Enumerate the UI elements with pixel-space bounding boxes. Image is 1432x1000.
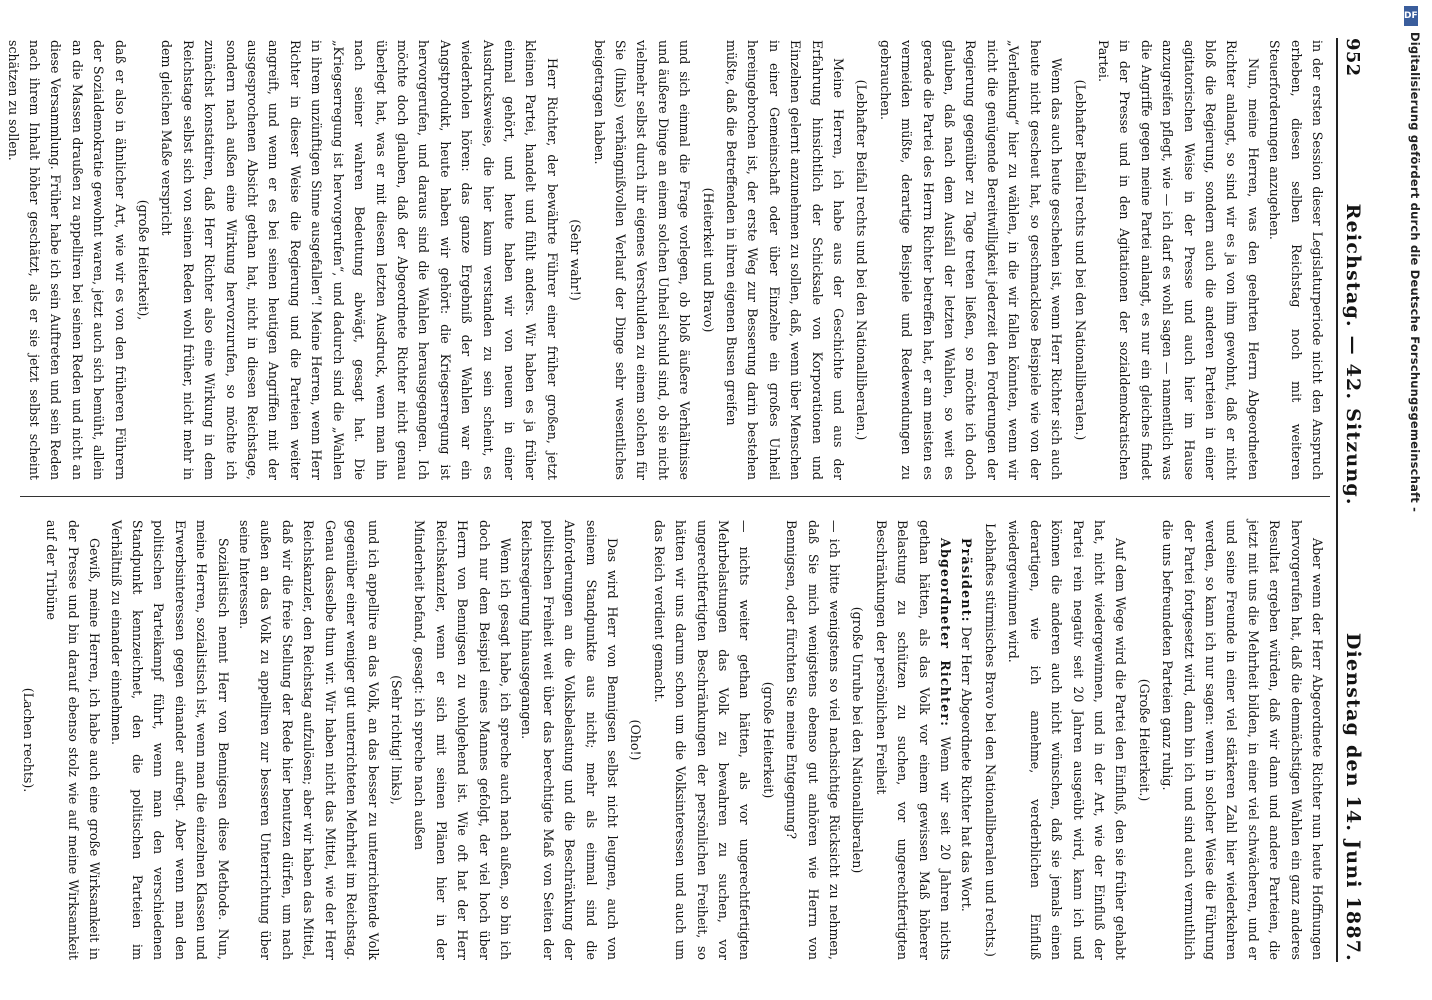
reaction-note: (große Heiterkeit) xyxy=(760,681,776,799)
reaction-note: (Heiterkeit und Bravo) xyxy=(700,187,716,333)
reaction-note: (Sehr richtig! links), xyxy=(388,675,404,805)
reaction-note: (Sehr wahr!) xyxy=(568,219,584,301)
page-header xyxy=(1342,38,1372,962)
reaction-note: (Lebhafter Beifall rechts und bei den Nationalliberalen.) xyxy=(854,79,870,441)
paragraph: und sich einmal die Frage vorlegen, ob bloß äußere Verhältnisse und äußere Dinge an einem solchen Unheil schuld sind, ob sie nicht vielmehr selbst durch ihr eigenes Verschulden zu einem solchen für Sie (links) verhängnißvollen Verlauf der Dinge sehr wesentliches beigetragen haben. xyxy=(591,40,693,480)
paragraph xyxy=(956,520,977,960)
speaker-label: Abgeordneter Richter: xyxy=(938,538,954,728)
paragraph: Sozialistisch nennt Herr von Bennigsen diese Methode. Nun, meine Herren, sozialistisch ist, wenn man die einzelnen Klassen und Erwerbsinteressen gegen einander aufregt. Aber wenn man den politischen Parteikampf führt, wenn man den verschiedenen Standpunkt kennzeichnet, den die politischen Parteien im Verhältniß zu einander einnehmen. xyxy=(108,520,231,960)
reaction-note: (große Heiterkeit), xyxy=(136,199,152,321)
reaction-note: Lebhaftes stürmisches Bravo bei den Nationalliberalen und rechts.) xyxy=(982,523,998,957)
reaction-note: (Große Heiterkeit.) xyxy=(1136,678,1152,802)
paragraph: Nun, meine Herren, was den geehrten Herrn Abgeordneten Richter anlangt, so sind wir es ja von ihm gewohnt, daß er nicht bloß die Regierung, sondern auch die anderen Parteien in einer agitatorischen Weise in der Presse und auch hier im Hause anzugreifen pflegt, wie — ich darf es wohl sagen — namentlich was die Angriffe gegen meine Partei anlangt, es nur ein gleiches findet in der Presse und in den Agitationen der sozialdemokratischen Partei. xyxy=(1095,40,1261,480)
paragraph: daß er also in ähnlicher Art, wie wir es von den früheren Führern der Sozialdemokratie gewohnt waren, jetzt auch sich bemüht, allein an die Massen draußen zu appelliren bei seinen Reden und nicht an diese Versammlung. Früher habe ich sein Auftreten und sein Reden nach ihrem Inhalt höher geschätzt, als er sie jetzt selbst scheint schätzen zu sollen. xyxy=(5,40,128,480)
reaction-note: (Oho!) xyxy=(628,719,644,761)
paragraph: Herr Richter, der bewährte Führer einer früher großen, jetzt kleinen Partei, handelt und fühlt anders. Wir haben es ja früher einmal gehört, und heute haben wir von neuem in einer Ausdrucksweise, die hier kaum verstanden zu sein scheint, es wiederholen hören: das ganze Ergebniß der Wahlen war ein Angstprodukt, heute haben wir gehört: die Kriegserregung ist hervorgerufen, und daraus sind die Wahlen herausgegangen. Ich möchte doch glauben, daß der Abgeordnete Richter nicht genau überlegt hat, was er mit diesem letzten Ausdruck, wenn man ihn nach seiner wahren Bedeutung abwägt, gesagt hat. Die „Kriegserregung ist hervorgerufen“, und dadurch sind die „Wahlen in ihrem unzünftigen Sinne ausgefallen“! Meine Herren, wenn Herr Richter in dieser Weise die Regierung und die Parteien weiter angreift, und wenn er es bei seinen heutigen Angriffen mit der ausgesprochenen Absicht gethan hat, nicht in diesen Reichstage, sondern nach außen eine Wirkung hervorzurufen, so möchte ich zunächst konstatiren, daß Herr Richter also eine Wirkung in dem Reichstage selbst sich von seinen Reden wohl früher, nicht mehr in dem gleichen Maße verspricht xyxy=(159,40,560,480)
reaction-note: (große Unruhe bei den Nationalliberalen) xyxy=(850,606,866,874)
speech-text: Der Herr Abgeordnete Richter hat das Wort. xyxy=(959,626,975,912)
column-divider xyxy=(20,496,1330,497)
digitization-credit: Digitalisierung gefördert durch die Deutsche Forschungsgemeinschaft - xyxy=(1408,32,1422,513)
paragraph: Meine Herren, ich habe aus der Geschichte und aus der Erfahrung hinsichtlich der Schicksale von Korporationen und Einzelnen gelernt anzunehmen zu sollen, daß, wenn über Menschen in einer Gemeinschaft oder über Einzelne ein großes Unheil hereingebrochen ist, der erste Weg zur Besserung darin bestehen müßte, daß die Betreffenden in ihren eigenen Busen greifen xyxy=(724,40,847,480)
left-column xyxy=(0,40,1328,480)
paragraph: in der ersten Session dieser Legislaturperiode nicht den Anspruch erheben, diesen selben Reichstag noch mit weiteren Steuerforderungen anzugehen. xyxy=(1267,40,1325,480)
session-title: Reichstag. — 42. Sitzung. xyxy=(1342,203,1364,506)
speech-text: Wenn wir seit 20 Jahren nichts gethan hätten, als das Volk vor einem gewissen Maß höherer Belastung zu schützen zu suchen, vor ungerechtfertigten Beschränkungen der persönlichen Freiheit xyxy=(873,520,954,960)
paragraph: Auf dem Wege wird die Partei den Einfluß, den sie früher gehabt hat, nicht wiedergewinnen, und in der Art, wie der Einfluß der Partei rein negativ seit 20 Jahren ausgeübt wird, kann ich und können die anderen auch nicht wünschen, daß sie jemals einen derartigen, wie ich annehme, verderblichen Einfluß wiedergewinnen wird. xyxy=(1006,520,1129,960)
reaction-note: (Lebhafter Beifall rechts und bei den Nationalliberalen.) xyxy=(1072,79,1088,441)
paragraph: Wenn ich gesagt habe, ich spreche auch nach außen, so bin ich doch nur dem Beispiel eines Mannes gefolgt, der viel hoch über Herrn von Bennigsen zu wohlgehend ist. Wie oft hat der Herr Reichskanzler, wenn er sich mit seinen Plänen hier in der Minderheit befand, gesagt: ich spreche nach außen xyxy=(412,520,513,960)
reaction-note: (Lachen rechts). xyxy=(21,687,37,793)
paragraph: Aber wenn der Herr Abgeordnete Richter nun heute Hoffnungen hervorgerufen hat, daß die demnächstigen Wahlen ein ganz anderes Resultat ergeben würden, daß wir dann und andere Parteien, die jetzt mit uns die Mehrheit bilden, in einer viel schwächeren, und er und seine Freunde in einer viel stärkeren Zahl hier wiederkehren werden, so kann ich nur sagen: wenn in solcher Weise die Führung der Partei fortgesetzt wird, dann bin ich und sind auch vermuthlich die uns befreundeten Parteien ganz ruhig. xyxy=(1160,520,1325,960)
page-number: 952 xyxy=(1342,38,1363,77)
paragraph: Das wird Herr von Bennigsen selbst nicht leugnen, auch von seinem Standpunkte aus nicht; mehr als einmal sind die Anforderungen an die Volksbelastung und die Beschränkung der politischen Freiheit weit über das berechtigte Maß von Seiten der Reichsregierung hinausgegangen. xyxy=(519,520,620,960)
paragraph: — ich bitte wenigstens so viel nachsichtige Rücksicht zu nehmen, daß Sie mich wenigstens ebenso gut anhören wie Herrn von Bennigsen, oder fürchten Sie meine Entgegnung? xyxy=(784,520,843,960)
speaker-label: Präsident: xyxy=(959,538,975,623)
paragraph: Wenn das auch heute geschehen ist, wenn Herr Richter sich auch heute nicht gescheut hat, so geschmacklose Beispiele wie von der „Verlenkung“ hier zu wählen, in die wir fallen könnten, wenn wir nicht die genügende Bereitwilligkeit jederzeit den Forderungen der Regierung gegenüber zu Tage treten ließen, so möchte ich doch glauben, daß nach dem Ausfall der letzten Wahlen, so weit es gerade die Partei des Herrn Richter betreffen hat, er am meisten es vermeiden müßte, derartige Beispiele und Redewendungen zu gebrauchen. xyxy=(877,40,1065,480)
paragraph: Gewiß, meine Herren, ich habe auch eine große Wirksamkeit in der Presse und bin darauf ebenso stolz wie auf meine Wirksamkeit auf der Tribüne xyxy=(44,520,103,960)
right-column xyxy=(16,520,1328,960)
paragraph: und ich appellire an das Volk, an das besser zu unterrichtende Volk gegenüber einer weniger gut unterrichteten Mehrheit im Reichstag. Genau dasselbe thun wir. Wir haben nicht das Mittel, wie der Herr Reichskanzler, den Reichstag aufzulösen; aber wir haben das Mittel, daß wir die freie Stellung der Rede hier benutzen dürfen, um nach außen an das Volk zu appelliren zur besseren Unterrichtung über seine Interessen. xyxy=(237,520,381,960)
dfg-logo: DFG xyxy=(1404,6,1418,26)
paragraph xyxy=(870,520,956,960)
header-rule xyxy=(1336,38,1338,962)
paragraph: — nichts weiter gethan hätten, als vor ungerechtfertigten Mehrbelastungen das Volk zu bewahren zu suchen, vor ungerechtfertigten Beschränkungen der persönlichen Freiheit, so hätten wir uns darum schon um die Volksinteressen und auch um das Reich verdient gemacht. xyxy=(651,520,753,960)
session-date: Dienstag den 14. Juni 1887. xyxy=(1342,632,1364,962)
